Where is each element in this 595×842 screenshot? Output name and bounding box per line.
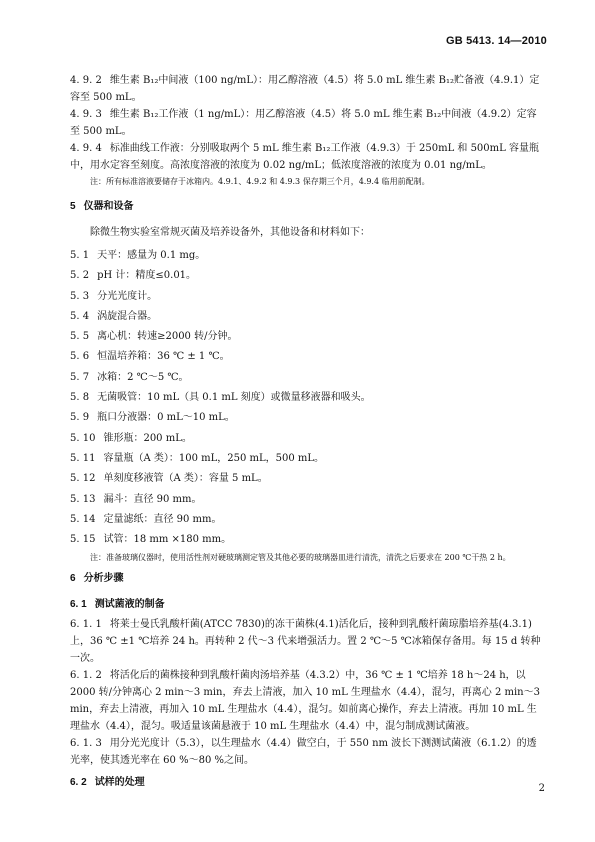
item-text: 试管：18 mm ×180 mm。 [103, 534, 232, 546]
section-title: 分析步骤 [83, 573, 124, 585]
equipment-list [70, 247, 545, 548]
section-title: 试样的处理 [94, 777, 145, 789]
list-item [70, 389, 545, 406]
list-item [70, 308, 545, 325]
item-number: 5. 6 [70, 351, 90, 363]
section-title: 仪器和设备 [83, 201, 134, 212]
section-5-heading [70, 198, 545, 215]
list-item [70, 491, 545, 508]
item-number: 5. 1 [70, 250, 90, 261]
section-number: 6. 1 [70, 599, 87, 611]
section-6-1-heading [70, 596, 545, 613]
item-text: 涡旋混合器。 [97, 310, 158, 322]
clause-text: 用分光光度计（5.3），以生理盐水（4.4）做空白，于 550 nm 波长下测测试菌液（6.1.2）的透光率，使其透光率在 60 %～80 %之间。 [70, 738, 537, 767]
item-number: 5. 15 [70, 534, 96, 546]
list-item [70, 267, 545, 284]
item-text: 无菌吸管：10 mL（具 0.1 mL 刻度）或微量移液器和吸头。 [97, 392, 371, 404]
item-number: 5. 10 [70, 432, 96, 444]
clause-number: 4. 9. 4 [70, 143, 102, 154]
item-text: 分光光度计。 [97, 290, 158, 302]
item-number: 5. 12 [70, 473, 96, 485]
item-number: 5. 2 [70, 270, 90, 282]
clause-number: 6. 1. 2 [70, 670, 102, 682]
list-item [70, 409, 545, 426]
clause-number: 6. 1. 1 [70, 619, 102, 631]
item-number: 5. 9 [70, 412, 90, 424]
para-4-9-3 [70, 106, 545, 140]
item-text: 瓶口分液器：0 mL～10 mL。 [97, 412, 235, 424]
list-item [70, 288, 545, 305]
section-title: 测试菌液的制备 [94, 599, 165, 611]
section-6-2-heading [70, 774, 545, 791]
item-number: 5. 4 [70, 310, 90, 322]
item-text: 离心机：转速≥2000 转/分钟。 [97, 331, 238, 343]
item-number: 5. 5 [70, 331, 90, 343]
document-body [70, 72, 545, 791]
item-text: 冰箱：2 ℃～5 ℃。 [97, 371, 189, 383]
item-text: 漏斗：直径 90 mm。 [103, 493, 202, 505]
clause-text: 将莱士曼氏乳酸杆菌(ATCC 7830)的冻干菌株(4.1)活化后，接种到乳酸杆菌琼脂培养基(4.3.1)上，36 ℃ ±1 ℃培养 24 h。再转种 2 代～3 代来增强活力。置 2 ℃～5 ℃冰箱保存备用。每 15 d 转种一次。 [70, 619, 541, 665]
page-number: 2 [538, 783, 545, 794]
clause-text: 将活化后的菌株接种到乳酸杆菌肉汤培养基（4.3.2）中，36 ℃ ± 1 ℃培养 18 h～24 h，以 2000 转/分钟离心 2 min～3 min，弃去上清液，加入 10 mL 生理盐水（4.4），混匀，再离心 2 min～3 min，弃去上清液，再加入 10 mL 生理盐水（4.4），混匀。如前离心操作，弃去上清液。再加 10 mL 生理盐水（4.4），混匀。吸适量该菌悬液于 10 mL 生理盐水（4.4）中，混匀制成测试菌液。 [70, 670, 540, 733]
item-number: 5. 14 [70, 513, 96, 525]
list-item [70, 348, 545, 365]
para-6-1-1 [70, 616, 545, 667]
para-6-1-3 [70, 735, 545, 769]
item-text: 单刻度移液管（A 类）：容量 5 mL。 [103, 473, 268, 485]
note-standard-storage: 注：所有标准溶液要储存于冰箱内。4.9.1、4.9.2 和 4.9.3 保存期三个月，4.9.4 临用前配制。 [90, 177, 430, 186]
list-item [70, 369, 545, 386]
clause-number: 4. 9. 2 [70, 75, 102, 86]
list-item [70, 470, 545, 487]
list-item [70, 247, 545, 264]
section-6-heading [70, 570, 545, 587]
clause-number: 6. 1. 3 [70, 738, 102, 750]
item-number: 5. 8 [70, 392, 90, 404]
section-5-intro: 除微生物实验室常规灭菌及培养设备外，其他设备和材料如下： [90, 227, 370, 238]
item-number: 5. 7 [70, 371, 90, 383]
para-6-1-2 [70, 667, 545, 735]
clause-text: 维生素 B₁₂中间液（100 ng/mL）：用乙醇溶液（4.5）将 5.0 mL 维生素 B₁₂贮备液（4.9.1）定容至 500 mL。 [70, 75, 540, 103]
list-item [70, 450, 545, 467]
list-item [70, 328, 545, 345]
para-4-9-2 [70, 72, 545, 106]
note-glassware-cleaning: 注：准备玻璃仪器时，使用活性剂对硬玻璃测定管及其他必要的玻璃器皿进行清洗，清洗之后要求在 200 ℃干热 2 h。 [90, 553, 511, 563]
list-item [70, 531, 545, 548]
item-text: 锥形瓶：200 mL。 [103, 432, 192, 444]
item-number: 5. 13 [70, 493, 96, 505]
section-number: 6. 2 [70, 777, 87, 789]
item-text: 天平：感量为 0.1 mg。 [97, 250, 206, 261]
item-number: 5. 11 [70, 452, 96, 464]
list-item [70, 511, 545, 528]
section-number: 6 [70, 573, 76, 585]
item-text: pH 计：精度≤0.01。 [97, 270, 197, 282]
item-text: 容量瓶（A 类）：100 mL，250 mL，500 mL。 [103, 452, 325, 464]
item-number: 5. 3 [70, 290, 90, 302]
clause-number: 4. 9. 3 [70, 109, 102, 120]
list-item [70, 430, 545, 447]
item-text: 定量滤纸：直径 90 mm。 [103, 513, 222, 525]
standard-code-header: GB 5413. 14—2010 [445, 35, 547, 47]
para-4-9-4 [70, 140, 545, 174]
clause-text: 维生素 B₁₂工作液（1 ng/mL）：用乙醇溶液（4.5）将 5.0 mL 维生素 B₁₂中间液（4.9.2）定容至 500 mL。 [70, 109, 537, 137]
clause-text: 标准曲线工作液：分别吸取两个 5 mL 维生素 B₁₂工作液（4.9.3）于 250mL 和 500mL 容量瓶中，用水定容至刻度。高浓度溶液的浓度为 0.02 ng/mL；低浓度溶液的浓度为 0.01 ng/mL。 [70, 143, 539, 171]
item-text: 恒温培养箱：36 ℃ ± 1 ℃。 [97, 351, 230, 363]
section-number: 5 [70, 201, 76, 212]
